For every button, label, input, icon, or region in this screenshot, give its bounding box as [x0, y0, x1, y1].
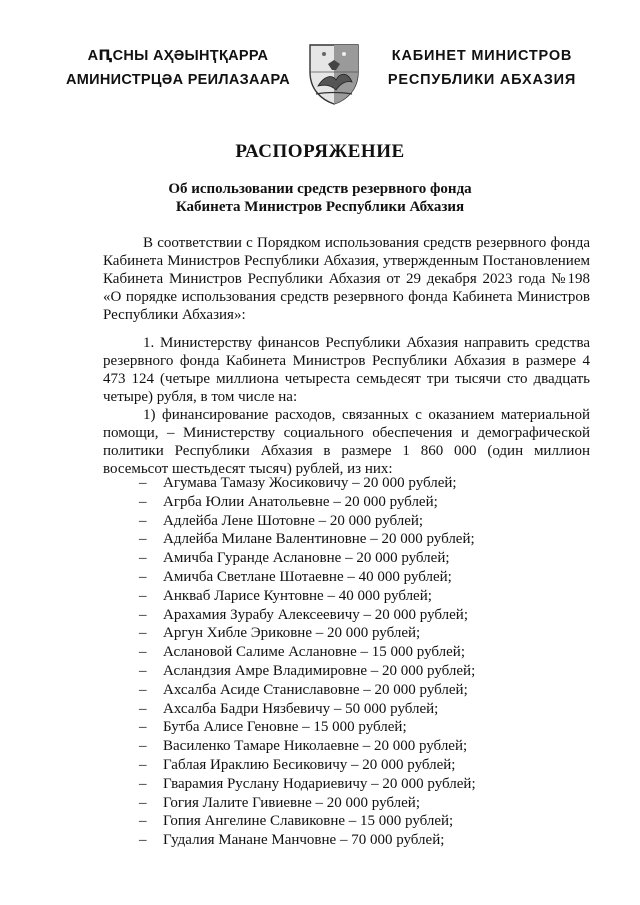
recipient-list — [139, 474, 559, 850]
recipient-text: Ахсалба Асиде Станиславовне – 20 000 рублей; — [163, 681, 468, 698]
list-dash: – — [139, 813, 147, 830]
recipient-text: Амичба Светлане Шотаевне – 40 000 рублей; — [163, 568, 452, 585]
recipient-item — [139, 700, 559, 719]
recipient-text: Арахамия Зурабу Алексеевичу – 20 000 рублей; — [163, 606, 469, 623]
recipient-text: Гогия Лалите Гивиевне – 20 000 рублей; — [163, 794, 420, 811]
list-dash: – — [139, 775, 147, 792]
recipient-item — [139, 587, 559, 606]
list-dash: – — [139, 625, 147, 642]
list-dash: – — [139, 681, 147, 698]
recipient-text: Габлая Ираклию Бесиковичу – 20 000 рублей; — [163, 756, 456, 773]
letterhead-russian-line2: РЕСПУБЛИКИ АБХАЗИЯ — [387, 72, 577, 88]
recipient-text: Агумава Тамазу Жосиковичу – 20 000 рублей; — [163, 475, 457, 491]
recipient-item — [139, 530, 559, 549]
item-1-paragraph: 1. Министерству финансов Республики Абхазия направить средства резервного фонда Кабинета Министров Республики Абхазия в размере 4 473 124 (четыре миллиона четыреста семьдесят три тысячи сто двадцать четыре) рубля, в том числе на: — [103, 335, 590, 405]
recipient-item — [139, 474, 559, 493]
recipient-text: Бутба Алисе Геновне – 15 000 рублей; — [163, 719, 407, 736]
list-dash: – — [139, 738, 147, 755]
recipient-text: Аслановой Салиме Аслановне – 15 000 рублей; — [163, 644, 466, 661]
letterhead-abkhaz — [58, 44, 298, 92]
document-subtitle-line2: Кабинета Министров Республики Абхазия — [175, 199, 465, 215]
list-dash: – — [139, 700, 147, 717]
list-dash: – — [139, 719, 147, 736]
item-1-1-paragraph: 1) финансирование расходов, связанных с оказанием материальной помощи, – Министерству социального обеспечения и демографической политики Республики Абхазия в размере 1 860 000 (один миллион восемьсот шестьдесят тысяч) рублей, из них: — [103, 407, 590, 477]
letterhead-russian-line1: КАБИНЕТ МИНИСТРОВ — [391, 48, 573, 64]
recipient-item — [139, 812, 559, 831]
recipient-item — [139, 718, 559, 737]
list-dash: – — [139, 568, 147, 585]
document-subtitle — [0, 180, 640, 216]
recipient-item — [139, 493, 559, 512]
recipient-item — [139, 662, 559, 681]
recipient-item — [139, 737, 559, 756]
document-title: РАСПОРЯЖЕНИЕ — [235, 141, 405, 162]
recipient-item — [139, 756, 559, 775]
letterhead — [0, 42, 640, 112]
list-dash: – — [139, 756, 147, 773]
recipient-item — [139, 512, 559, 531]
document-subtitle-line1: Об использовании средств резервного фонда — [168, 181, 472, 197]
list-dash: – — [139, 662, 147, 679]
list-dash: – — [139, 832, 147, 849]
recipient-text: Гудалия Манане Манчовне – 70 000 рублей; — [163, 832, 445, 849]
list-dash: – — [139, 512, 147, 529]
recipient-text: Анкваб Ларисе Кунтовне – 40 000 рублей; — [163, 587, 432, 604]
list-dash: – — [139, 794, 147, 811]
recipient-text: Гопия Ангелине Славиковне – 15 000 рублей; — [163, 813, 454, 830]
recipient-text: Гварамия Руслану Нодариевичу – 20 000 рублей; — [163, 775, 476, 792]
preamble-paragraph: В соответствии с Порядком использования средств резервного фонда Кабинета Министров Республики Абхазия, утвержденным Постановлением Кабинета Министров Республики Абхазия от 29 декабря 2023 года №198 «О порядке использования средств резервного фонда Кабинета Министров Республики Абхазия»: — [103, 235, 590, 323]
recipient-text: Амичба Гуранде Аслановне – 20 000 рублей; — [163, 550, 450, 567]
recipient-item — [139, 775, 559, 794]
list-dash: – — [139, 475, 147, 491]
recipient-item — [139, 624, 559, 643]
recipient-text: Адлейба Лене Шотовне – 20 000 рублей; — [163, 512, 424, 529]
recipient-text: Аргун Хибле Эриковне – 20 000 рублей; — [163, 625, 421, 642]
state-emblem-icon — [306, 42, 362, 106]
list-dash: – — [139, 531, 147, 548]
recipient-item — [139, 681, 559, 700]
list-dash: – — [139, 493, 147, 510]
list-dash: – — [139, 606, 147, 623]
recipient-text: Ахсалба Бадри Нязбевичу – 50 000 рублей; — [163, 700, 439, 717]
letterhead-abkhaz-line2: АМИНИСТРЦӘА РЕИЛАЗААРА — [65, 72, 291, 88]
recipient-item — [139, 606, 559, 625]
recipient-item — [139, 831, 559, 850]
list-dash: – — [139, 587, 147, 604]
letterhead-abkhaz-line1: АԤСНЫ АҲӘЫНҬҚАРРА — [87, 48, 269, 64]
recipient-text: Адлейба Милане Валентиновне – 20 000 рублей; — [163, 531, 475, 548]
item-1-section — [103, 334, 590, 478]
list-dash: – — [139, 550, 147, 567]
recipient-text: Асландзия Амре Владимировне – 20 000 рублей; — [163, 662, 476, 679]
recipient-item — [139, 794, 559, 813]
recipient-text: Василенко Тамаре Николаевне – 20 000 рублей; — [163, 738, 468, 755]
letterhead-russian — [382, 44, 582, 92]
recipient-item — [139, 549, 559, 568]
list-dash: – — [139, 644, 147, 661]
recipient-item — [139, 643, 559, 662]
recipient-item — [139, 568, 559, 587]
recipient-text: Агрба Юлии Анатольевне – 20 000 рублей; — [163, 493, 438, 510]
